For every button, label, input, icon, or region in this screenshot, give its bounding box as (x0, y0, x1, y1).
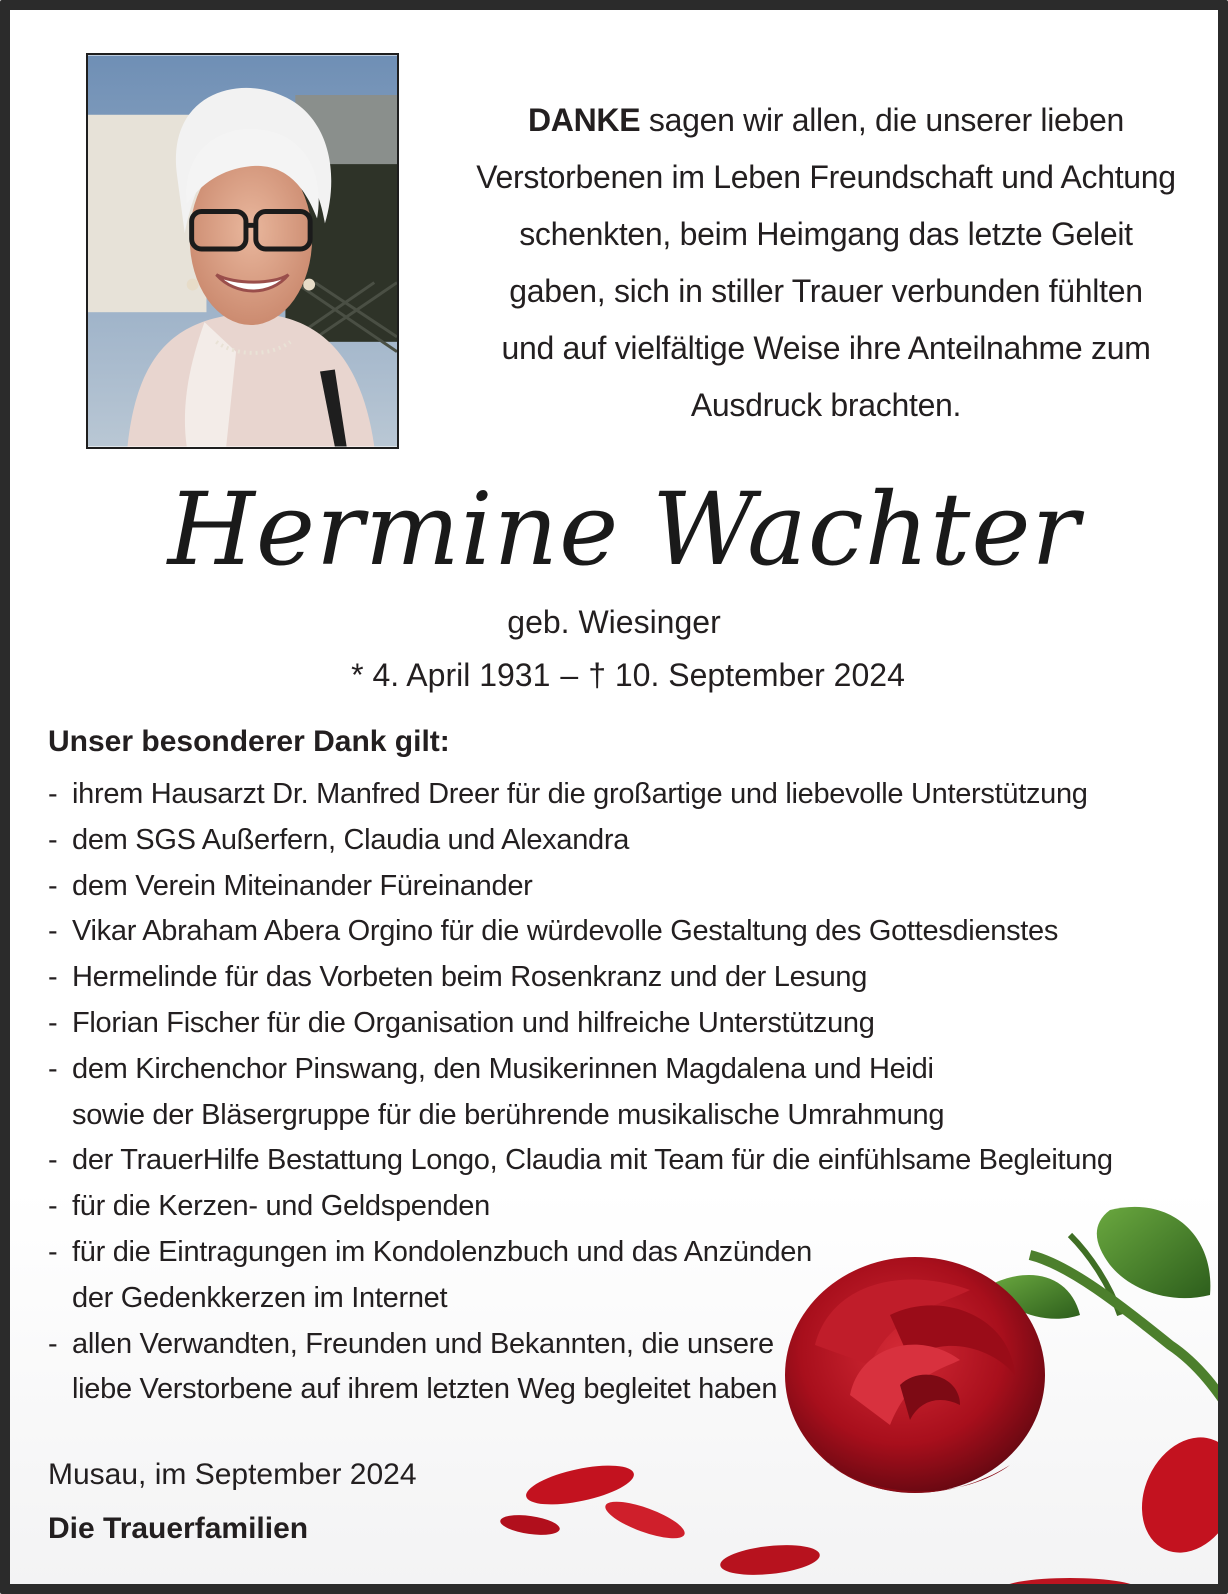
life-dates (10, 653, 1228, 697)
intro-line-3: schenkten, beim Heimgang das letzte Geleit (519, 216, 1133, 252)
list-item (48, 772, 1128, 818)
maiden-name: geb. Wiesinger (507, 604, 721, 640)
intro-line-1-rest: sagen wir allen, die unserer lieben (640, 102, 1124, 138)
deceased-name: Hermine Wachter (167, 471, 1081, 588)
date-separator: – (560, 657, 579, 693)
intro-line-2: Verstorbenen im Leben Freundschaft und Achtung (476, 159, 1176, 195)
list-dash: - (48, 1327, 58, 1360)
intro-line-5: und auf vielfältige Weise ihre Anteilnahme zum (501, 330, 1151, 366)
place-date: Musau, im September 2024 (48, 1458, 417, 1491)
list-item-text: Hermelinde für das Vorbeten beim Rosenkranz und der Lesung (72, 961, 868, 994)
list-item-text: der TrauerHilfe Bestattung Longo, Claudia mit Team für die einfühlsame Begleitung (72, 1144, 1113, 1177)
list-item-text: dem SGS Außerfern, Claudia und Alexandra (72, 823, 630, 856)
thanks-heading: Unser besonderer Dank gilt: (48, 725, 450, 758)
list-item (48, 909, 1128, 955)
list-item (48, 955, 1128, 1001)
intro-text (465, 92, 1187, 434)
list-item-text: dem Verein Miteinander Füreinander (72, 869, 533, 902)
portrait-image (88, 55, 397, 447)
intro-lead: DANKE (527, 102, 641, 138)
signature: Die Trauerfamilien (48, 1512, 309, 1545)
list-dash: - (48, 1052, 58, 1085)
intro-line-4: gaben, sich in stiller Trauer verbunden fühlten (509, 273, 1143, 309)
list-item (48, 1047, 1128, 1139)
list-dash: - (48, 1190, 58, 1223)
list-dash: - (48, 1006, 58, 1039)
intro-line-6: Ausdruck brachten. (690, 387, 962, 423)
list-item-text: dem Kirchenchor Pinswang, den Musikerinnen Magdalena und Heidi (72, 1052, 934, 1085)
list-item-text: allen Verwandten, Freunden und Bekannten, die unsere (72, 1327, 774, 1360)
list-item-text: ihrem Hausarzt Dr. Manfred Dreer für die großartige und liebevolle Unterstützung (72, 778, 1088, 810)
list-item (48, 864, 1128, 910)
list-item-text: Florian Fischer für die Organisation und hilfreiche Unterstützung (72, 1006, 875, 1039)
list-dash: - (48, 1144, 58, 1177)
intro-line-1 (465, 92, 1187, 149)
list-item-text-continued: liebe Verstorbene auf ihrem letzten Weg begleitet haben (72, 1373, 778, 1406)
list-dash: - (48, 869, 58, 902)
list-item-text-continued: sowie der Bläsergruppe für die berührende musikalische Umrahmung (72, 1098, 945, 1131)
rose-illustration (470, 1195, 1228, 1594)
list-item-text: für die Kerzen- und Geldspenden (72, 1190, 490, 1223)
list-item-text: für die Eintragungen im Kondolenzbuch und das Anzünden (72, 1235, 812, 1268)
list-item (48, 1001, 1128, 1047)
list-dash: - (48, 778, 58, 810)
list-item (48, 818, 1128, 864)
list-item (48, 1138, 1128, 1184)
birth-date: * 4. April 1931 (351, 657, 551, 693)
list-item-text-continued: der Gedenkkerzen im Internet (72, 1281, 448, 1314)
death-date: † 10. September 2024 (588, 657, 905, 693)
list-dash: - (48, 1235, 58, 1268)
list-dash: - (48, 915, 58, 948)
list-dash: - (48, 823, 58, 856)
list-item-text: Vikar Abraham Abera Orgino für die würdevolle Gestaltung des Gottesdienstes (72, 915, 1059, 948)
list-dash: - (48, 961, 58, 994)
portrait-photo (86, 53, 399, 449)
